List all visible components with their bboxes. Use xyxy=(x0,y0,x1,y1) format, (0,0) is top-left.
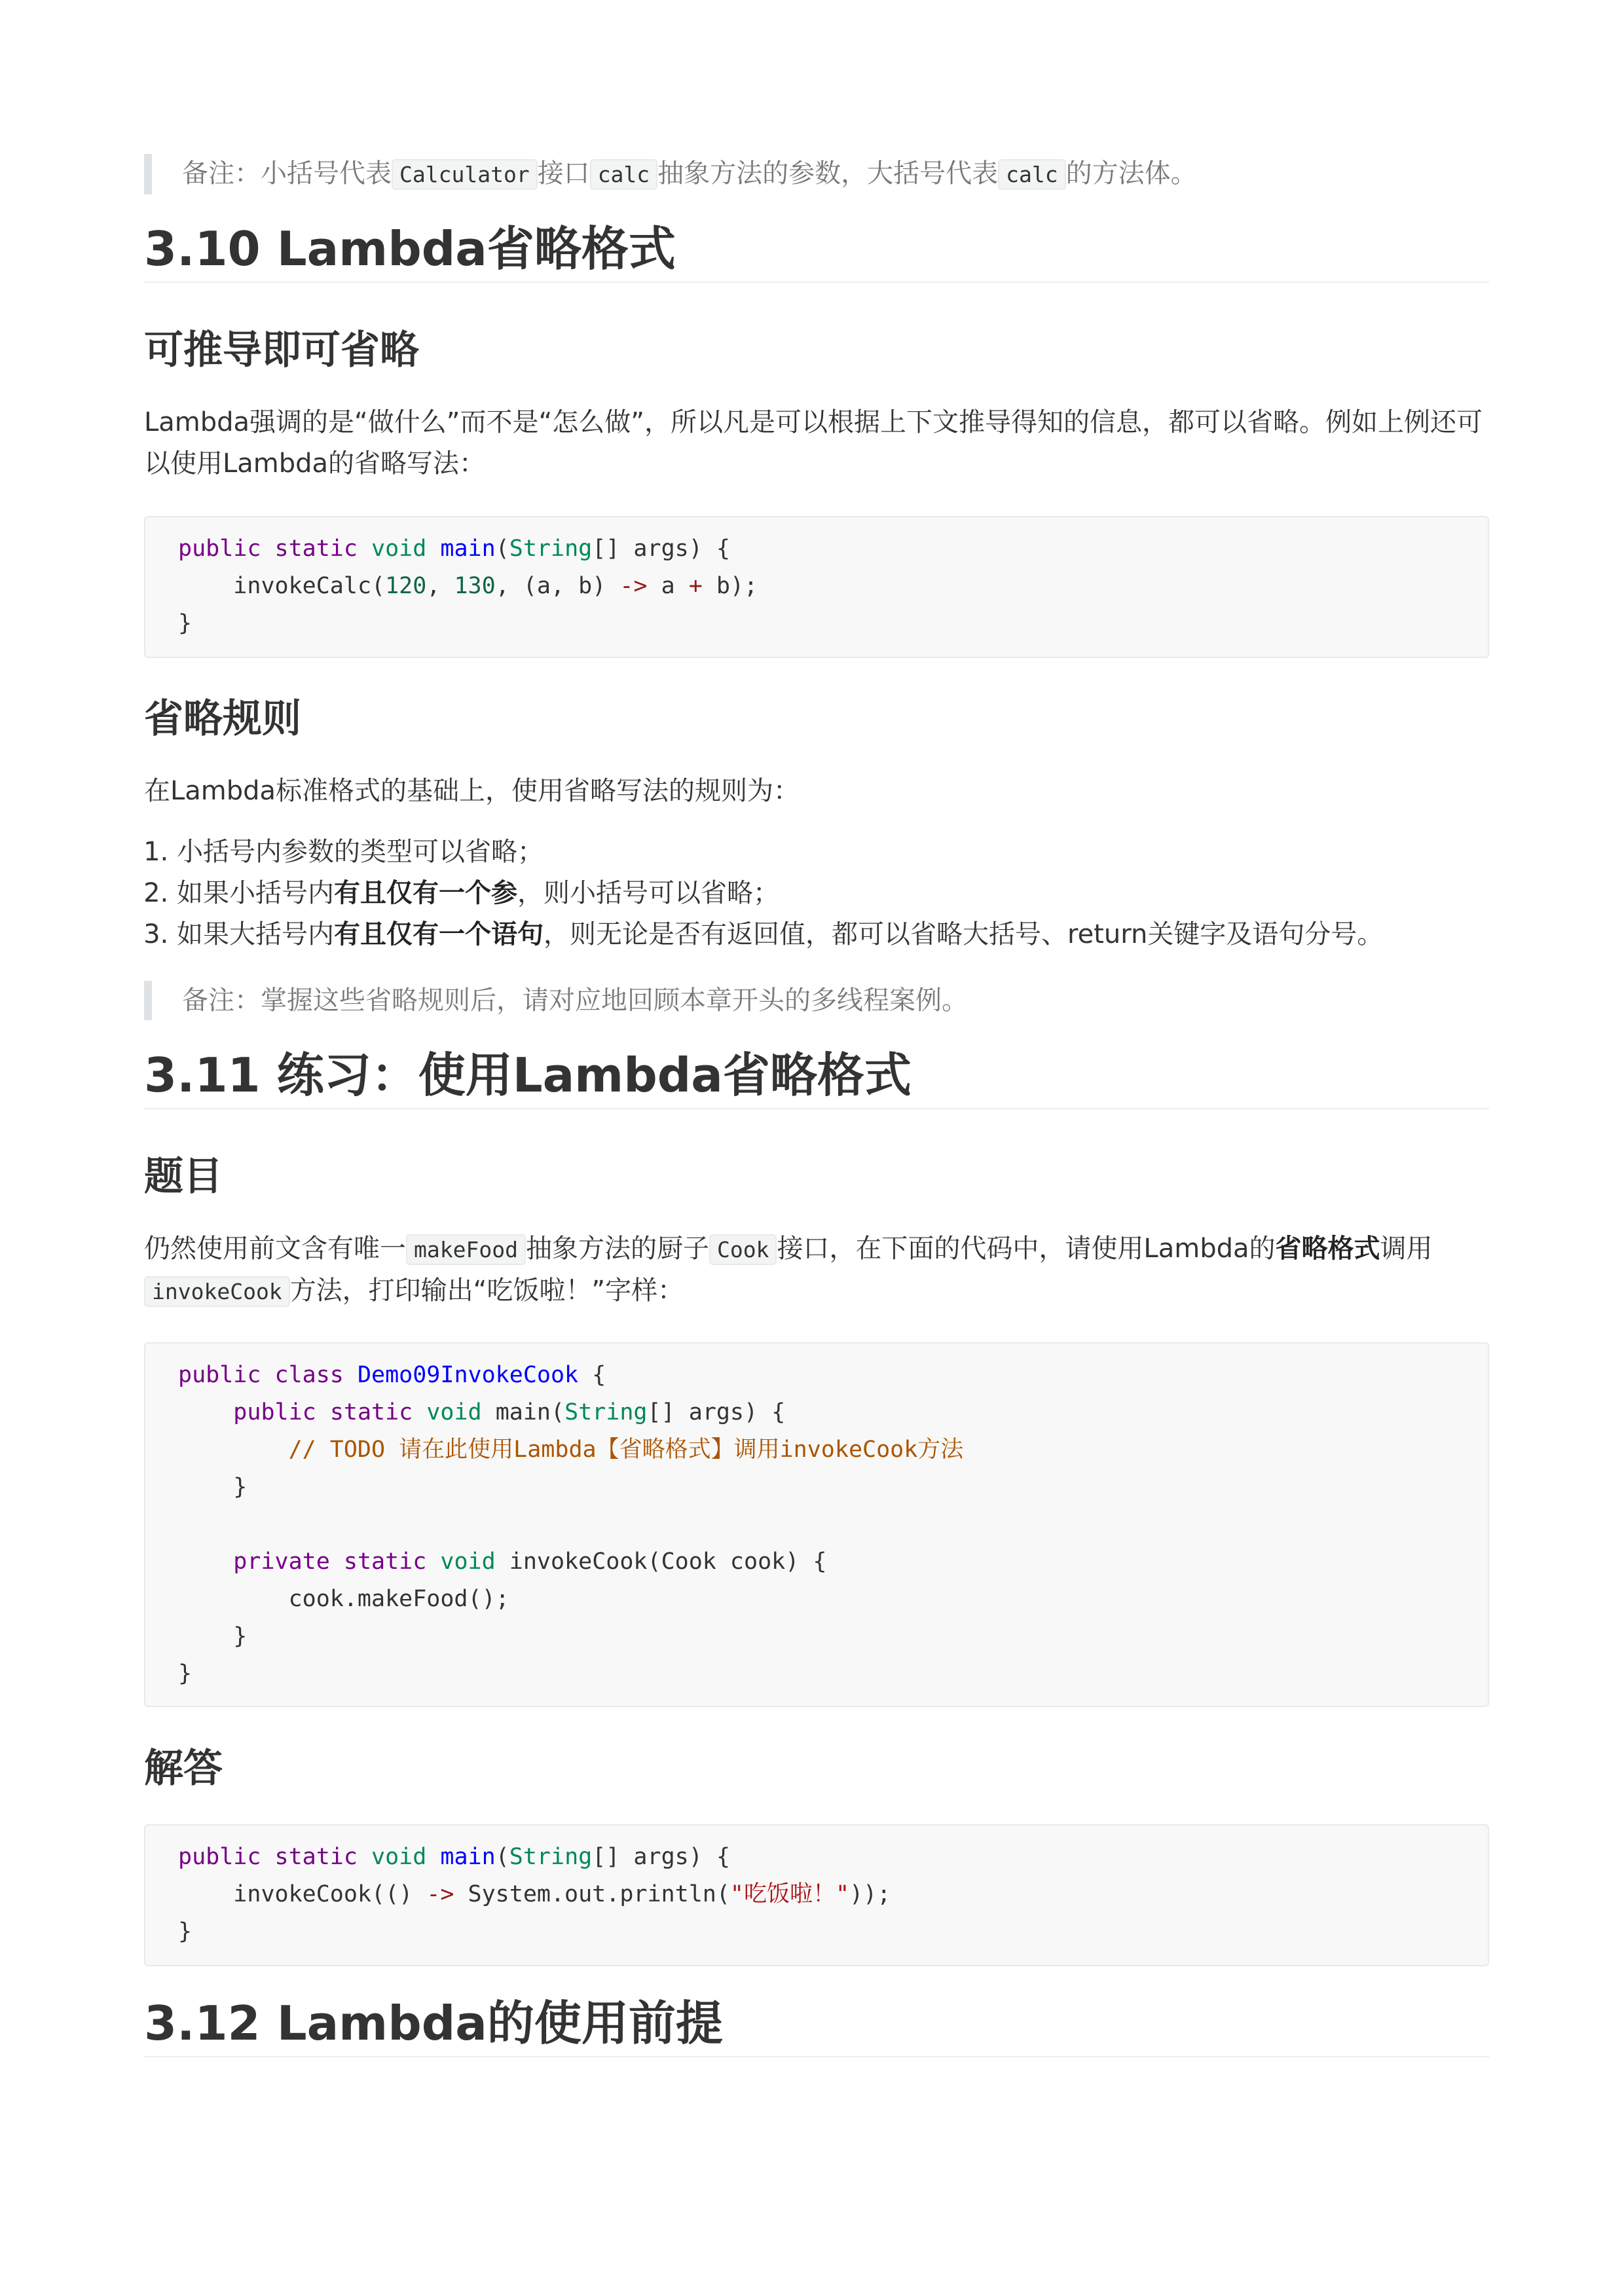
code-line xyxy=(178,1357,1455,1394)
code-text: [] args) { xyxy=(647,1399,786,1425)
heading-derivable: 可推导即可省略 xyxy=(144,327,419,373)
code-text: )); xyxy=(849,1881,891,1907)
code-line xyxy=(178,1506,1455,1543)
paragraph-line: Lambda强调的是“做什么”而不是“怎么做”，所以凡是可以根据上下文推导得知的信息，都可以省略。例如上例还可 xyxy=(144,407,1483,437)
keyword-type: void xyxy=(371,1844,427,1870)
note-calculator xyxy=(144,154,1489,194)
list-item-text: 小括号内参数的类型可以省略； xyxy=(177,837,544,867)
code-text: a xyxy=(647,573,689,599)
list-item-emphasis: 有且仅有一个参 xyxy=(334,878,517,908)
keyword: static xyxy=(343,1549,427,1575)
list-item xyxy=(177,832,1489,873)
operator: -> xyxy=(426,1881,454,1907)
code-line xyxy=(178,1431,1455,1469)
keyword-type: void xyxy=(440,1549,496,1575)
code-space xyxy=(261,1844,274,1870)
paragraph-text: 调用 xyxy=(1380,1234,1433,1264)
code-space xyxy=(261,536,274,562)
class-name: Demo09InvokeCook xyxy=(357,1362,579,1388)
keyword: static xyxy=(274,1844,358,1870)
code-space xyxy=(358,536,371,562)
code-text: ( xyxy=(495,536,509,562)
inline-code-calc: calc xyxy=(998,159,1065,190)
code-text: main( xyxy=(481,1399,565,1425)
code-text: invokeCook(Cook cook) { xyxy=(495,1549,827,1575)
code-text: System.out.println( xyxy=(454,1881,730,1907)
heading-3-12: 3.12 Lambda的使用前提 xyxy=(144,1991,1489,2057)
code-block-demo09 xyxy=(144,1342,1489,1707)
code-line: } xyxy=(178,1919,193,1945)
paragraph-line xyxy=(144,1270,1489,1312)
code-space xyxy=(316,1399,330,1425)
keyword: private xyxy=(233,1549,330,1575)
keyword: static xyxy=(329,1399,413,1425)
keyword: public xyxy=(178,536,261,562)
paragraph-line xyxy=(144,1228,1489,1270)
heading-3-10: 3.10 Lambda省略格式 xyxy=(144,216,1489,283)
keyword: class xyxy=(274,1362,344,1388)
paragraph-rules-intro xyxy=(144,771,1489,812)
list-item-text: 如果小括号内 xyxy=(177,878,334,908)
list-item-text: 如果大括号内 xyxy=(177,919,334,949)
code-text: invokeCalc( xyxy=(233,573,386,599)
code-indent xyxy=(178,1881,233,1907)
code-indent xyxy=(178,1437,289,1463)
ordered-list xyxy=(144,832,1489,955)
code-space xyxy=(261,1362,274,1388)
paragraph-line: 在Lambda标准格式的基础上，使用省略写法的规则为： xyxy=(144,776,800,806)
inline-code-cook: Cook xyxy=(709,1234,777,1265)
code-text: ( xyxy=(495,1844,509,1870)
code-text: { xyxy=(578,1362,606,1388)
keyword: public xyxy=(233,1399,316,1425)
number-literal: 120 xyxy=(385,573,427,599)
operator: -> xyxy=(619,573,648,599)
keyword-type: void xyxy=(426,1399,482,1425)
keyword: static xyxy=(274,536,358,562)
code-indent xyxy=(178,1399,233,1425)
code-block-invokecalc xyxy=(144,516,1489,658)
code-comment: // TODO 请在此使用Lambda【省略格式】调用invokeCook方法 xyxy=(288,1437,964,1463)
heading-question: 题目 xyxy=(144,1154,223,1200)
code-text: [] args) { xyxy=(592,1844,730,1870)
note-text: 备注：小括号代表 xyxy=(182,158,392,189)
code-space xyxy=(413,1399,426,1425)
code-text: , (a, b) xyxy=(495,573,620,599)
code-line xyxy=(178,1839,1455,1876)
list-item-text: ，则小括号可以省略； xyxy=(517,878,779,908)
inline-code-calc: calc xyxy=(590,159,657,190)
code-text: b); xyxy=(702,573,758,599)
code-line: cook.makeFood(); xyxy=(178,1586,509,1612)
paragraph-text: 抽象方法的厨子 xyxy=(525,1234,709,1264)
code-line: } xyxy=(178,610,193,636)
type-name: String xyxy=(509,536,593,562)
code-text: [] args) { xyxy=(592,536,730,562)
type-name: String xyxy=(509,1844,593,1870)
code-space xyxy=(358,1844,371,1870)
code-line xyxy=(178,1543,1455,1581)
code-line xyxy=(178,530,1455,568)
list-item-text: ，则无论是否有返回值，都可以省略大括号、return关键字及语句分号。 xyxy=(544,919,1384,949)
code-space xyxy=(330,1549,344,1575)
operator: + xyxy=(688,573,703,599)
code-line: } xyxy=(178,1474,248,1500)
inline-code-invokecook: invokeCook xyxy=(144,1276,290,1307)
code-line: } xyxy=(178,1623,248,1649)
string-literal: "吃饭啦！" xyxy=(729,1881,850,1907)
keyword-type: void xyxy=(371,536,427,562)
code-indent xyxy=(178,573,233,599)
code-line: } xyxy=(178,1661,193,1687)
list-item xyxy=(177,873,1489,914)
type-name: String xyxy=(564,1399,648,1425)
note-text: 抽象方法的参数，大括号代表 xyxy=(657,158,999,189)
paragraph-emphasis: 省略格式 xyxy=(1275,1234,1380,1264)
method-name: main xyxy=(440,536,496,562)
keyword: public xyxy=(178,1844,261,1870)
code-space xyxy=(426,536,440,562)
code-space xyxy=(426,1844,440,1870)
paragraph-omission-intro xyxy=(144,402,1489,485)
paragraph-line: 以使用Lambda的省略写法： xyxy=(144,449,486,479)
code-space xyxy=(344,1362,358,1388)
code-block-answer xyxy=(144,1824,1489,1966)
list-item xyxy=(177,914,1489,955)
code-indent xyxy=(178,1549,233,1575)
inline-code-calculator: Calculator xyxy=(392,159,538,190)
keyword: public xyxy=(178,1362,261,1388)
paragraph-text: 方法，打印输出“吃饭啦！”字样： xyxy=(289,1276,684,1306)
note-text: 接口 xyxy=(537,158,590,189)
code-text: invokeCook(() xyxy=(233,1881,427,1907)
heading-omission-rules: 省略规则 xyxy=(144,696,301,742)
method-name: main xyxy=(440,1844,496,1870)
code-text: , xyxy=(426,573,454,599)
paragraph-text: 接口，在下面的代码中，请使用Lambda的 xyxy=(777,1234,1276,1264)
code-line xyxy=(178,568,1455,605)
code-line xyxy=(178,1394,1455,1431)
code-line xyxy=(178,1876,1455,1913)
note-text: 的方法体。 xyxy=(1065,158,1197,189)
inline-code-makefood: makeFood xyxy=(406,1234,526,1265)
number-literal: 130 xyxy=(454,573,496,599)
paragraph-text: 仍然使用前文含有唯一 xyxy=(144,1234,406,1264)
heading-answer: 解答 xyxy=(144,1746,223,1791)
note-review-threads: 备注：掌握这些省略规则后，请对应地回顾本章开头的多线程案例。 xyxy=(144,981,1489,1020)
paragraph-question xyxy=(144,1228,1489,1312)
code-space xyxy=(426,1549,440,1575)
rules-list xyxy=(144,832,1489,955)
heading-3-11: 3.11 练习：使用Lambda省略格式 xyxy=(144,1042,1489,1109)
list-item-emphasis: 有且仅有一个语句 xyxy=(334,919,544,949)
